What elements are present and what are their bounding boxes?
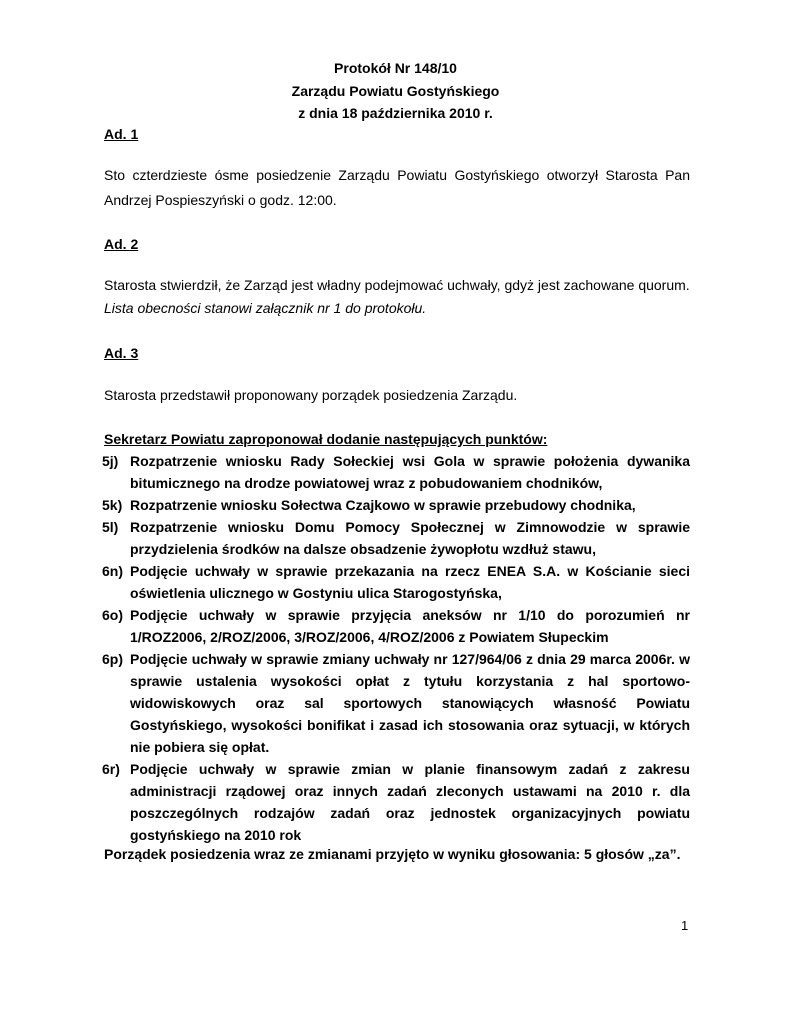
list-item <box>104 450 690 494</box>
list-item <box>104 758 690 846</box>
summary-vote: Porządek posiedzenia wraz ze zmianami przyjęto w wyniku głosowania: 5 głosów „za”. <box>104 846 681 862</box>
item-code: 5k) <box>102 497 123 513</box>
item-code: 6n) <box>102 563 123 579</box>
item-code: 5j) <box>102 453 119 469</box>
list-item <box>104 648 690 758</box>
item-code: 6r) <box>102 761 120 777</box>
section-text-ad1: Sto czterdzieste ósme posiedzenie Zarządu Powiatu Gostyńskiego otworzył Starosta Pan Andrzej Pospieszyński o godz. 12:00. <box>104 167 690 208</box>
list-item <box>104 604 690 648</box>
item-text: Podjęcie uchwały w sprawie zmian w planie finansowym zadań z zakresu administracji rządowej oraz innych zadań zleconych ustawami na 2010 r. dla poszczególnych rodzajów zadań oraz jednostek organizacyjnych powiatu gostyńskiego na 2010 rok <box>130 761 690 843</box>
section-heading-ad1: Ad. 1 <box>104 126 139 142</box>
page-number: 1 <box>681 918 689 933</box>
list-item <box>104 494 690 516</box>
protocol-date: z dnia 18 października 2010 r. <box>298 105 493 121</box>
additions-list <box>104 450 690 846</box>
board-name: Zarządu Powiatu Gostyńskiego <box>291 83 500 99</box>
item-code: 5l) <box>102 519 119 535</box>
item-text: Podjęcie uchwały w sprawie przekazania na rzecz ENEA S.A. w Kościanie sieci oświetlenia ulicznego w Gostyniu ulica Starogostyńska, <box>130 563 690 601</box>
item-code: 6o) <box>102 607 123 623</box>
item-text: Podjęcie uchwały w sprawie przyjęcia aneksów nr 1/10 do porozumień nr 1/ROZ2006, 2/ROZ/2006, 3/ROZ/2006, 4/ROZ/2006 z Powiatem Słupeckim <box>130 607 690 645</box>
item-text: Rozpatrzenie wniosku Rady Sołeckiej wsi Gola w sprawie położenia dywanika bitumicznego na drodze powiatowej wraz z pobudowaniem chodników, <box>130 453 690 491</box>
protocol-title: Protokół Nr 148/10 <box>334 60 457 76</box>
item-code: 6p) <box>102 651 123 667</box>
item-text: Rozpatrzenie wniosku Domu Pomocy Społecznej w Zimnowodzie w sprawie przydzielenia środków na dalsze obsadzenie żywopłotu wzdłuż stawu, <box>130 519 690 557</box>
item-text: Podjęcie uchwały w sprawie zmiany uchwały nr 127/964/06 z dnia 29 marca 2006r. w sprawie ustalenia wysokości opłat z tytułu korzystania z hal sportowo-widowiskowych oraz sal sportowych stanowiących własność Powiatu Gostyńskiego, wysokości bonifikat i zasad ich stosowania oraz sytuacji, w których nie pobiera się opłat. <box>130 651 690 755</box>
section-italic-ad2: Lista obecności stanowi załącznik nr 1 do protokołu. <box>104 300 427 316</box>
list-item <box>104 516 690 560</box>
additions-heading: Sekretarz Powiatu zaproponował dodanie następujących punktów: <box>104 431 548 447</box>
section-text-ad3: Starosta przedstawił proponowany porządek posiedzenia Zarządu. <box>104 387 518 403</box>
section-heading-ad3: Ad. 3 <box>104 345 139 361</box>
section-heading-ad2: Ad. 2 <box>104 236 139 252</box>
list-item <box>104 560 690 604</box>
section-text-ad2: Starosta stwierdził, że Zarząd jest władny podejmować uchwały, gdyż jest zachowane quorum. <box>104 277 690 293</box>
item-text: Rozpatrzenie wniosku Sołectwa Czajkowo w sprawie przebudowy chodnika, <box>130 497 636 513</box>
